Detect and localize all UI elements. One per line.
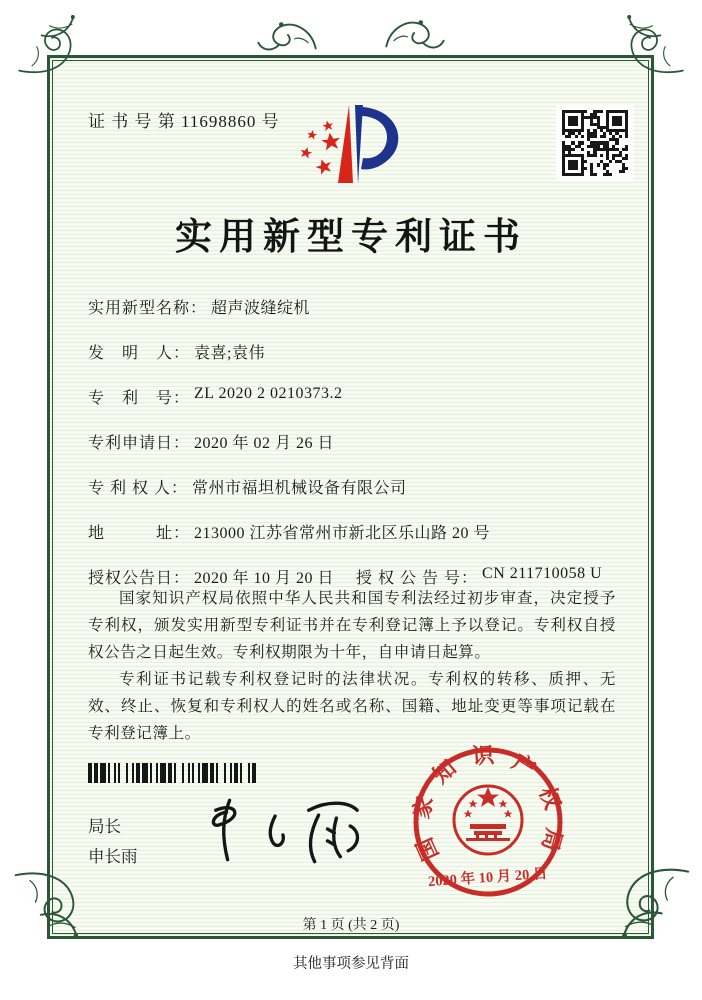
national-emblem-icon <box>454 786 522 854</box>
field-label: 授权公告日： <box>88 570 191 587</box>
page-number: 第 1 页 (共 2 页) <box>302 918 400 933</box>
director-block <box>88 812 138 872</box>
field-label: 授 权 公 告 号： <box>356 570 479 587</box>
field-value: CN 211710058 U <box>482 565 603 582</box>
field-label: 发 明 人： <box>88 345 191 362</box>
field-value: 袁喜;袁伟 <box>194 345 265 362</box>
field-row-address <box>88 520 628 565</box>
qr-code <box>556 104 634 182</box>
svg-text:国家知识产权局 <box>408 742 567 864</box>
field-value: 常州市福坦机械设备有限公司 <box>192 480 407 497</box>
certificate-title: 实用新型专利证书 <box>175 217 527 258</box>
field-value: 213000 江苏省常州市新北区乐山路 20 号 <box>194 525 491 542</box>
director-label: 局长 <box>88 817 121 836</box>
field-label: 专利申请日： <box>88 435 191 452</box>
body-paragraph: 专利证书记载专利权登记时的法律状况。专利权的转移、质押、无效、终止、恢复和专利权人的姓名或名称、国籍、地址变更等事项记载在专利登记簿上。 <box>88 671 616 742</box>
field-label: 专 利 权 人： <box>88 480 189 497</box>
director-signature-icon <box>192 788 370 870</box>
legal-text-section <box>88 585 616 747</box>
field-value: 2020 年 02 月 26 日 <box>194 435 335 452</box>
field-label: 地 址： <box>88 525 191 542</box>
field-value: 超声波缝绽机 <box>211 300 311 317</box>
field-row-patentee <box>88 475 628 520</box>
field-row-inventors <box>88 340 628 385</box>
field-value: 2020 年 10 月 20 日 <box>194 570 335 587</box>
seal-ring-text: 国家知识产权局 <box>408 742 568 865</box>
field-row-name <box>88 295 628 340</box>
dragon-ornament-icon <box>252 14 322 58</box>
official-seal-icon <box>406 740 570 904</box>
back-note: 其他事项参见背面 <box>293 956 409 972</box>
field-row-filing-date <box>88 430 628 475</box>
barcode <box>88 763 266 783</box>
director-name: 申长雨 <box>88 847 138 866</box>
certificate-number: 证 书 号 第 11698860 号 <box>88 112 280 131</box>
field-row-patent-no <box>88 385 628 430</box>
field-label: 实用新型名称： <box>88 300 208 317</box>
dragon-ornament-icon <box>380 12 450 56</box>
seal-date: 2020 年 10 月 20 日 <box>427 865 548 891</box>
field-value: ZL 2020 2 0210373.2 <box>194 385 343 402</box>
fields-section <box>88 295 628 610</box>
cnipa-logo-icon <box>281 84 421 204</box>
body-paragraph: 国家知识产权局依照中华人民共和国专利法经过初步审查，决定授予专利权，颁发实用新型专利证书并在专利登记簿上予以登记。专利权自授权公告之日起生效。专利权期限为十年，自申请日起算。 <box>88 590 616 661</box>
field-label: 专 利 号： <box>88 390 191 407</box>
